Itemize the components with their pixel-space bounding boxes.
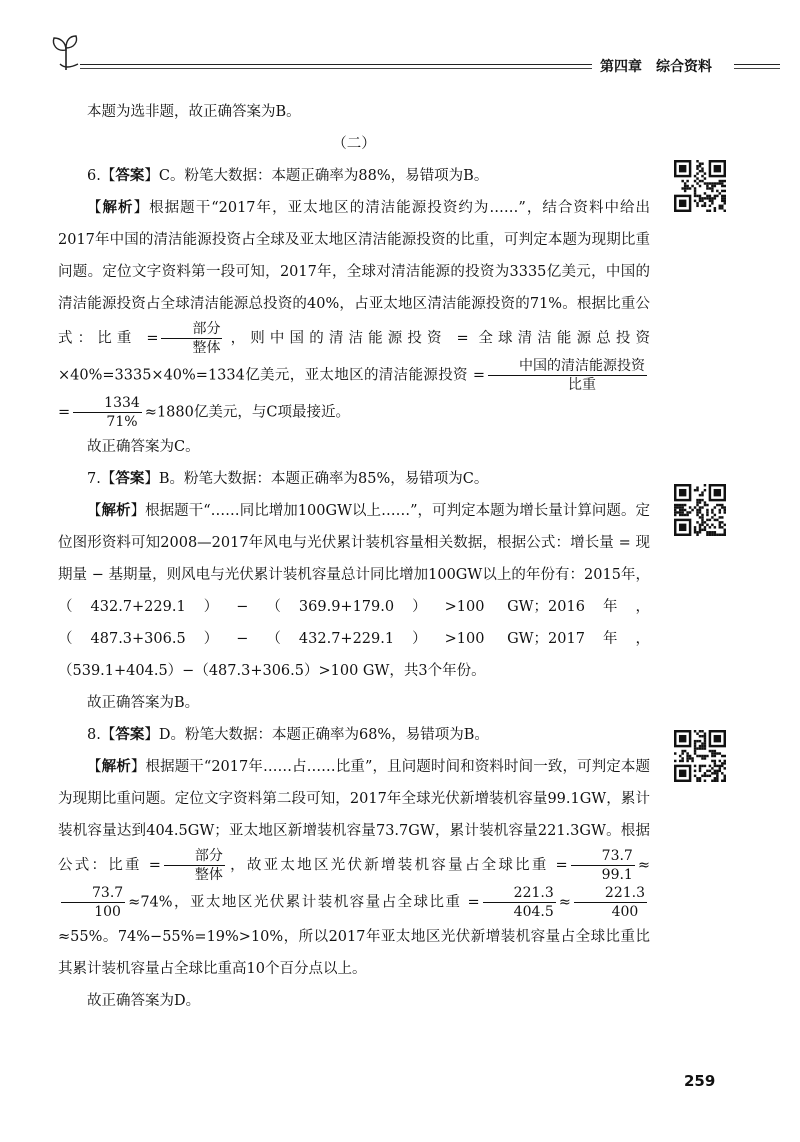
q7-analysis (58, 495, 650, 687)
q8-jx-prefix: 【 (87, 759, 102, 775)
frac-num: 部分 (164, 847, 225, 866)
section-heading: （二） (332, 136, 376, 152)
fraction-1334-over-71 (73, 394, 142, 431)
frac-num: 中国的清洁能源投资 (488, 357, 647, 376)
q8-answer-line (58, 719, 650, 751)
approx-sign: ≈ (558, 894, 571, 911)
qr-code-icon[interactable] (674, 484, 726, 536)
q7-answer-line (58, 463, 650, 495)
q6-analysis (58, 192, 650, 431)
frac-den: 71% (106, 414, 138, 430)
frac-num: 73.7 (571, 847, 635, 866)
intro-line: 本题为选非题，故正确答案为B。 (87, 104, 301, 120)
chapter-number: 第四章 (600, 59, 642, 75)
q6-conclusion: 故正确答案为C。 (87, 439, 200, 455)
chapter-title: 综合资料 (656, 59, 712, 75)
q6-head-prefix: 6.【 (87, 168, 116, 184)
q8-analysis-text-1: 】根据题干“2017年……占……比重”，且问题时间和资料时间一致，可判定本题为现期比重问题。定位文字资料第二段可知，2017年全球光伏新增装机容量99.1GW，累计装机容量达到404.5GW；亚太地区新增装机容量73.7GW，累计装机容量221.3GW。根据公式：比重 = (58, 759, 651, 874)
fraction-221-3-over-400 (574, 884, 647, 921)
fraction-73-7-over-100 (61, 884, 125, 921)
frac-num: 1334 (73, 394, 142, 413)
q6-head-text: 】C。粉笔大数据：本题正确率为88%，易错项为B。 (144, 168, 489, 184)
q6-analysis-text-3: ≈1880亿美元，与C项最接近。 (144, 404, 350, 421)
q7-analysis-text: 】根据题干“……同比增加100GW以上……”，可判定本题为增长量计算问题。定位图形资料可知2008—2017年风电与光伏累计装机容量相关数据，根据公式：增长量 = 现期量 − 基期量，则风电与光伏累计装机容量总计同比增加100GW以上的年份有：2015年，（432.7+229.1）−（369.9+179.0）>100 GW；2016年，（487.3+306.5）−（432.7+229.1）>100 GW；2017年，（539.1+404.5）−（487.3+306.5）>100 GW，共3个年份。 (58, 503, 650, 679)
q6-analysis-tag: 解析 (102, 199, 134, 216)
frac-den: 400 (611, 904, 639, 920)
fraction-china-over-ratio (488, 357, 647, 394)
q8-head-prefix: 8.【 (87, 727, 116, 743)
page-number: 259 (684, 1072, 716, 1090)
q7-head-prefix: 7.【 (87, 471, 116, 487)
frac-den: 404.5 (513, 904, 554, 920)
frac-num: 221.3 (483, 884, 556, 903)
frac-den: 比重 (568, 377, 596, 393)
q6-analysis-text-1: 】根据题干“2017年，亚太地区的清洁能源投资约为……”，结合资料中给出2017年中国的清洁能源投资占全球及亚太地区清洁能源投资的比重，可判定本题为现期比重问题。定位文字资料第一段可知，2017年，全球对清洁能源的投资为3335亿美元，中国的清洁能源投资占全球清洁能源总投资的40%，占亚太地区清洁能源投资的71%。根据比重公式：比重 = (58, 200, 651, 347)
q8-head-text: 】D。粉笔大数据：本题正确率为68%，易错项为B。 (144, 727, 489, 743)
q6-answer-tag: 答案 (115, 167, 145, 184)
frac-num: 221.3 (574, 884, 647, 903)
q8-answer-tag: 答案 (115, 726, 145, 743)
frac-den: 100 (94, 904, 121, 920)
q8-analysis-text-2: ，故亚太地区光伏新增装机容量占全球比重 = (227, 857, 568, 874)
q6-answer-line (58, 160, 650, 192)
fraction-73-7-over-99-1 (571, 847, 635, 884)
frac-num: 73.7 (61, 884, 125, 903)
q6-jx-prefix: 【 (87, 200, 103, 216)
fraction-221-3-over-404-5 (483, 884, 556, 921)
running-header (592, 56, 734, 76)
approx-sign: ≈ (637, 857, 650, 874)
q8-analysis-tag: 解析 (101, 758, 131, 775)
equals-sign: = (58, 404, 71, 421)
page-body (58, 96, 650, 1017)
q8-analysis (58, 751, 650, 985)
q7-head-text: 】B。粉笔大数据：本题正确率为85%，易错项为C。 (144, 471, 489, 487)
q7-answer-tag: 答案 (115, 470, 145, 487)
q7-analysis-tag: 解析 (101, 502, 131, 519)
qr-code-icon[interactable] (674, 730, 726, 782)
fraction-part-over-whole (161, 320, 222, 357)
q8-analysis-text-3: ≈74%，亚太地区光伏累计装机容量占全球比重 = (128, 894, 480, 911)
frac-den: 整体 (194, 867, 223, 883)
frac-num: 部分 (161, 320, 222, 339)
q8-analysis-text-4: ≈55%。74%−55%=19%>10%，所以2017年亚太地区光伏新增装机容量占全球比重比其累计装机容量占全球比重高10个百分点以上。 (58, 929, 650, 977)
q7-jx-prefix: 【 (87, 503, 102, 519)
frac-den: 整体 (192, 340, 221, 356)
q8-conclusion: 故正确答案为D。 (87, 993, 201, 1009)
qr-code-icon[interactable] (674, 160, 726, 212)
q7-conclusion: 故正确答案为B。 (87, 695, 200, 711)
frac-den: 99.1 (601, 867, 633, 883)
fraction-part-over-whole (164, 847, 225, 884)
q6-analysis-text-2: ，则中国的清洁能源投资 = 全球清洁能源总投资 ×40%=3335×40%=1334亿美元，亚太地区的清洁能源投资 = (58, 330, 650, 384)
